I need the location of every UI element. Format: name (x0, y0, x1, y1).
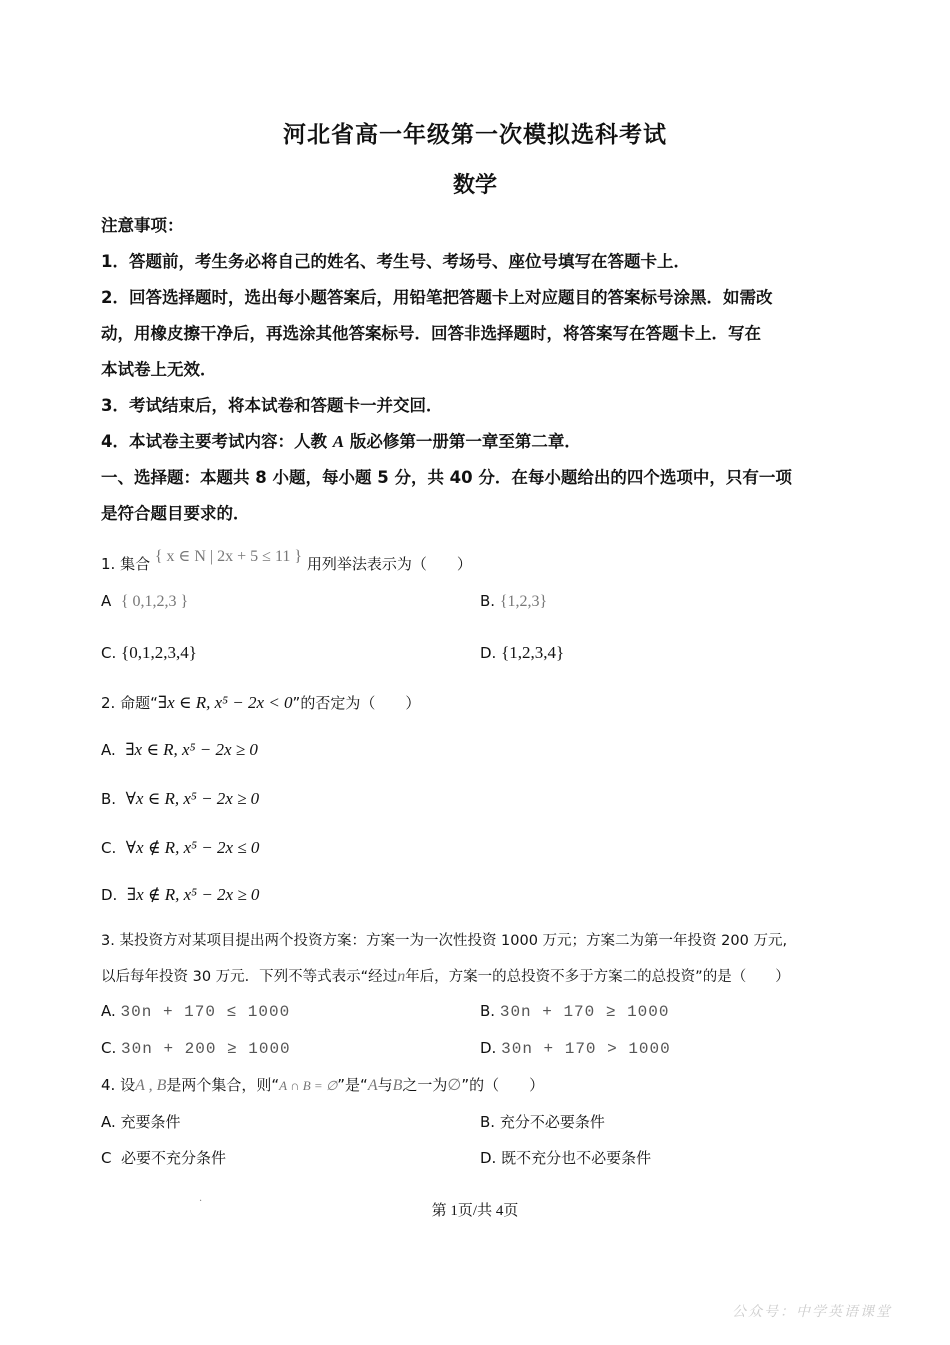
q4-option-d: D. 既不充分也不必要条件 (480, 1149, 652, 1167)
q3-option-b: B. 30n + 170 ≥ 1000 (480, 1002, 670, 1021)
q1-option-d: D. {1,2,3,4} (480, 643, 565, 662)
q4-option-b: B. 充分不必要条件 (480, 1113, 605, 1131)
section-heading-line-1: 一、选择题：本题共 8 小题，每小题 5 分，共 40 分．在每小题给出的四个选项中，只有一项 (101, 468, 792, 487)
question-3-line-2: 以后每年投资 30 万元．下列不等式表示“经过n年后，方案一的总投资不多于方案二的总投资”的是（ ） (101, 968, 790, 985)
question-1 (101, 548, 472, 574)
section-heading-line-2: 是符合题目要求的． (101, 504, 250, 523)
question-1-suffix: 用列举法表示为（ ） (306, 555, 472, 573)
footer-dot: · (199, 1196, 203, 1207)
q1-option-a: A { 0,1,2,3 } (101, 592, 189, 610)
q2-option-a: A. ∃x ∈ R, x⁵ − 2x ≥ 0 (101, 740, 258, 759)
notice-item-2-line-1: 2．回答选择题时，选出每小题答案后，用铅笔把答题卡上对应题目的答案标号涂黑．如需改 (101, 288, 773, 307)
q1-option-c: C. {0,1,2,3,4} (101, 643, 197, 662)
question-1-prefix: 1. 集合 (101, 555, 151, 573)
question-4: 4. 设A , B是两个集合，则“A ∩ B = ∅”是“A与B之一为∅”的（ ） (101, 1076, 545, 1094)
q3-option-a: A. 30n + 170 ≤ 1000 (101, 1002, 291, 1021)
question-2: 2. 命题“∃x ∈ R, x⁵ − 2x < 0”的否定为（ ） (101, 693, 421, 712)
watermark: 公众号：中学英语课堂 (732, 1304, 892, 1320)
q3-option-d: D. 30n + 170 > 1000 (480, 1039, 671, 1058)
page-number: 第 1页/共 4页 (431, 1203, 519, 1219)
q2-option-c: C. ∀x ∉ R, x⁵ − 2x ≤ 0 (101, 838, 260, 857)
q4-option-a: A. 充要条件 (101, 1113, 181, 1131)
exam-subject: 数学 (452, 173, 497, 198)
notice-heading: 注意事项： (101, 216, 184, 235)
q3-option-c: C. 30n + 200 ≥ 1000 (101, 1039, 291, 1058)
notice-item-2-line-3: 本试卷上无效． (101, 360, 217, 379)
notice-item-3: 3．考试结束后，将本试卷和答题卡一并交回． (101, 396, 443, 415)
notice-item-2-line-2: 动，用橡皮擦干净后，再选涂其他答案标号．回答非选择题时，将答案写在答题卡上．写在 (101, 324, 761, 343)
q2-option-d: D. ∃x ∉ R, x⁵ − 2x ≥ 0 (101, 885, 260, 904)
notice-block (101, 208, 861, 532)
q4-option-c: C 必要不充分条件 (101, 1149, 227, 1167)
exam-title: 河北省高一年级第一次模拟选科考试 (283, 122, 667, 148)
notice-item-4: 4．本试卷主要考试内容：人教 A 版必修第一册第一章至第二章． (101, 432, 581, 451)
notice-item-1: 1．答题前，考生务必将自己的姓名、考生号、考场号、座位号填写在答题卡上． (101, 252, 690, 271)
question-1-set-formula: { x ∈ N | 2x + 5 ≤ 11 } (154, 548, 303, 565)
question-3-line-1: 3. 某投资方对某项目提出两个投资方案：方案一为一次性投资 1000 万元；方案二为第一年投资 200 万元, (101, 933, 788, 949)
q2-option-b: B. ∀x ∈ R, x⁵ − 2x ≥ 0 (101, 789, 260, 808)
q1-option-b: B. {1,2,3} (480, 592, 548, 610)
question-2-formula: ∃x ∈ R, x⁵ − 2x < 0 (157, 693, 293, 712)
